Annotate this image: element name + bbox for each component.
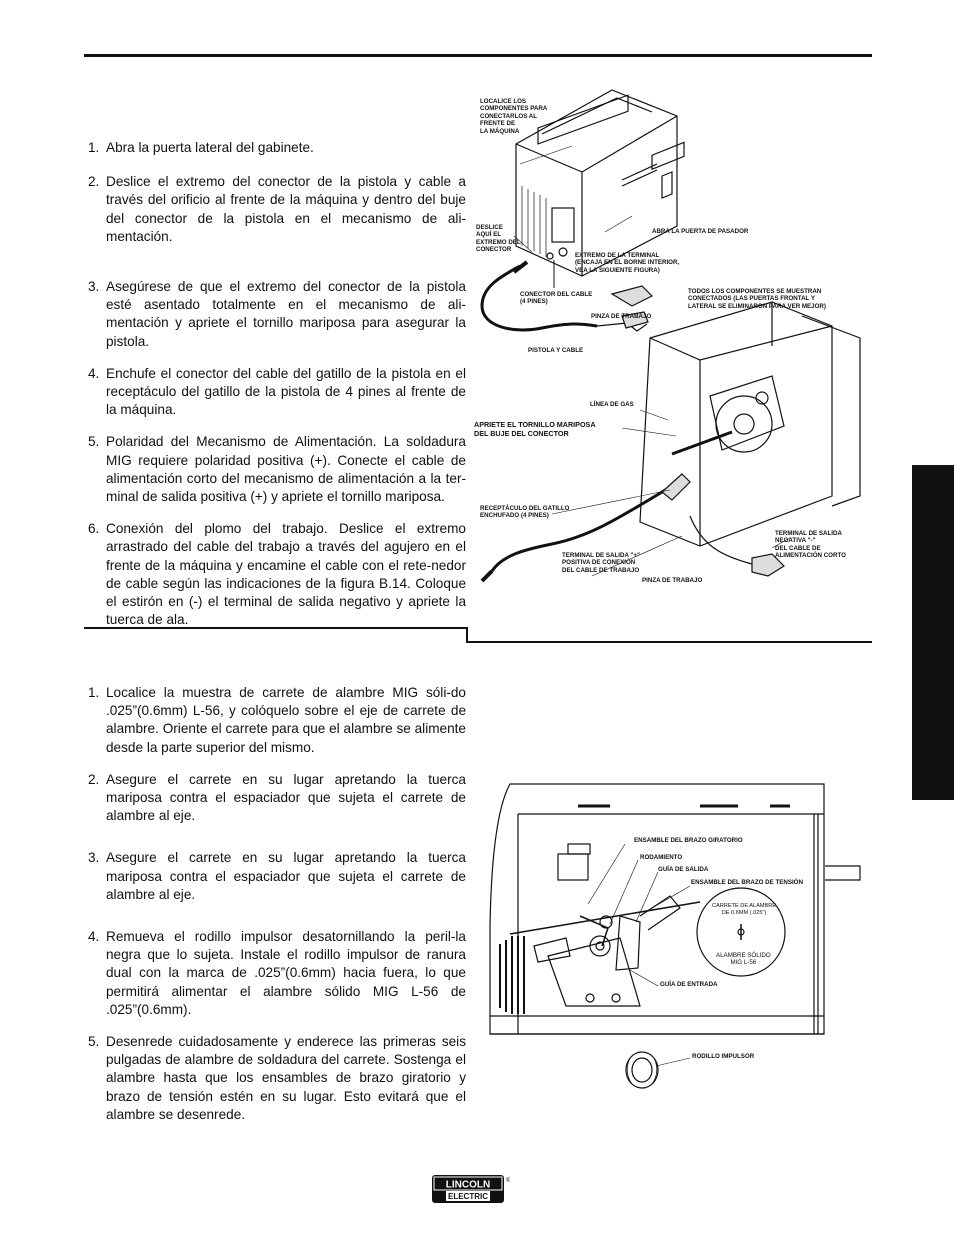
- label-inlet-guide: GUÍA DE ENTRADA: [660, 981, 718, 988]
- label-wire-type: ALAMBRE SÓLIDO MIG L-56: [716, 952, 771, 967]
- label-positive-terminal: TERMINAL DE SALIDA "+" POSITIVA DE CONEXIÓN DEL CABLE DE TRABAJO: [562, 552, 640, 574]
- wire-feed-drawing: [470, 776, 870, 1111]
- label-slide-connector: DESLICE AQUÍ EL EXTREMO DEL CONECTOR: [476, 224, 521, 254]
- section-divider-tick: [466, 627, 468, 641]
- label-outlet-guide: GUÍA DE SALIDA: [658, 866, 709, 873]
- label-terminal-end: EXTREMO DE LA TERMINAL (ENCAJA EN EL BORNE INTERIOR, VEA LA SIGUIENTE FIGURA): [575, 252, 680, 274]
- step-5: 5. Polaridad del Mecanismo de Alimentación. La soldadura MIG requiere polaridad positiva (+). Conecte el cable de alimentación corto del mecanismo de alimentación a la ter-minal de salida positiva (+) y apriete el tornillo mariposa.: [88, 434, 466, 505]
- label-gas-line: LÍNEA DE GAS: [590, 401, 634, 408]
- step-4: 4. Enchufe el conector del cable del gatillo de la pistola en el receptáculo del gatillo de la pistola de 4 pines al frente de la máquina.: [88, 365, 466, 418]
- section-divider-right: [466, 641, 872, 643]
- section1-steps: [88, 139, 466, 629]
- step-1: 1. Localice la muestra de carrete de alambre MIG sóli-do .025”(0.6mm) L-56, y colóquelo sobre el eje de carrete de alambre. Oriente el carrete para que el alambre se alimente desde la parte superior del mismo.: [88, 685, 466, 755]
- label-work-clamp-bottom: PINZA DE TRABAJO: [642, 577, 703, 584]
- step-6: 6. Conexión del plomo del trabajo. Deslice el extremo arrastrado del cable del trabajo a través del agujero en el frente de la máquina y encamine el cable con el rete-nedor de cable según las indicaciones de la figura B.14. Coloque el estirón en (-) el terminal de salida negativo y apriete la tuerca de ala.: [88, 521, 466, 628]
- label-cable-connector: CONECTOR DEL CABLE (4 PINES): [520, 291, 593, 306]
- gun-installation-figure: [472, 76, 872, 616]
- wire-feed-figure: [470, 776, 870, 1111]
- label-trigger-receptacle: RECEPTÁCULO DEL GATILLO ENCHUFADO (4 PINES): [480, 505, 570, 520]
- logo-bottom-text: ELECTRIC: [448, 1192, 488, 1201]
- lincoln-electric-logo: [432, 1173, 510, 1205]
- section2-steps: [88, 684, 466, 1124]
- section-tab: [912, 465, 954, 800]
- step-2: 2. Deslice el extremo del conector de la pistola y cable a través del orificio al frente de la máquina y dentro del buje del conector de la pistola en el mecanismo de ali-mentación.: [88, 174, 466, 244]
- label-drive-roll: RODILLO IMPULSOR: [692, 1053, 755, 1060]
- label-spool-size: CARRETE DE ALAMBRE DE 0.6MM (.025"): [712, 903, 777, 917]
- logo-registered-mark: ®: [506, 1178, 510, 1184]
- step-5: 5. Desenrede cuidadosamente y enderece las primeras seis pulgadas de alambre de soldadura del carrete. Sostenga el alambre hasta que los ensambles de brazo giratorio y brazo de tensión estén en su lugar. Esto evitará que el alambre se desenrede.: [88, 1034, 466, 1122]
- label-negative-terminal: TERMINAL DE SALIDA NEGATIVA "-" DEL CABLE DE ALIMENTACIÓN CORTO: [775, 530, 846, 560]
- top-rule: [84, 54, 872, 57]
- label-work-clamp-top: PINZA DE TRABAJO: [591, 313, 652, 320]
- step-1: 1. Abra la puerta lateral del gabinete.: [88, 140, 314, 155]
- step-3: 3. Asegúrese de que el extremo del conector de la pistola esté asentado totalmente en el mecanismo de ali-mentación y apriete el tornillo mariposa para asegurar la pistola.: [88, 279, 466, 349]
- label-gun-cable: PISTOLA Y CABLE: [528, 347, 584, 354]
- step-3: 3. Asegure el carrete en su lugar apretando la tuerca mariposa contra el espaciador que sujeta el carrete de alambre al eje.: [88, 850, 466, 902]
- label-swing-arm: ENSAMBLE DEL BRAZO GIRATORIO: [634, 837, 743, 844]
- label-locate-components: LOCALICE LOS COMPONENTES PARA CONECTARLOS AL FRENTE DE LA MÁQUINA: [480, 98, 548, 135]
- label-tension-arm: ENSAMBLE DEL BRAZO DE TENSIÓN: [691, 879, 803, 886]
- label-tighten-thumbscrew: APRIETE EL TORNILLO MARIPOSA DEL BUJE DEL CONECTOR: [474, 420, 596, 438]
- logo-top-text: LINCOLN: [445, 1179, 491, 1191]
- label-open-latch-door: ABRA LA PUERTA DE PASADOR: [652, 228, 749, 235]
- label-bearing: RODAMIENTO: [640, 854, 683, 861]
- step-4: 4. Remueva el rodillo impulsor desatornillando la peril-la negra que lo sujeta. Instale el rodillo impulsor de ranura dual con la marca de .025”(0.6mm) hacia fuera, lo que permitirá alimentar el alambre sólido MIG L-56 de .025”(0.6mm).: [88, 929, 466, 1017]
- label-all-connected: TODOS LOS COMPONENTES SE MUESTRAN CONECTADOS (LAS PUERTAS FRONTAL Y LATERAL SE ELIMINARON PARA VER MEJOR): [688, 288, 826, 310]
- step-2: 2. Asegure el carrete en su lugar apretando la tuerca mariposa contra el espaciador que sujeta el carrete de alambre al eje.: [88, 771, 466, 824]
